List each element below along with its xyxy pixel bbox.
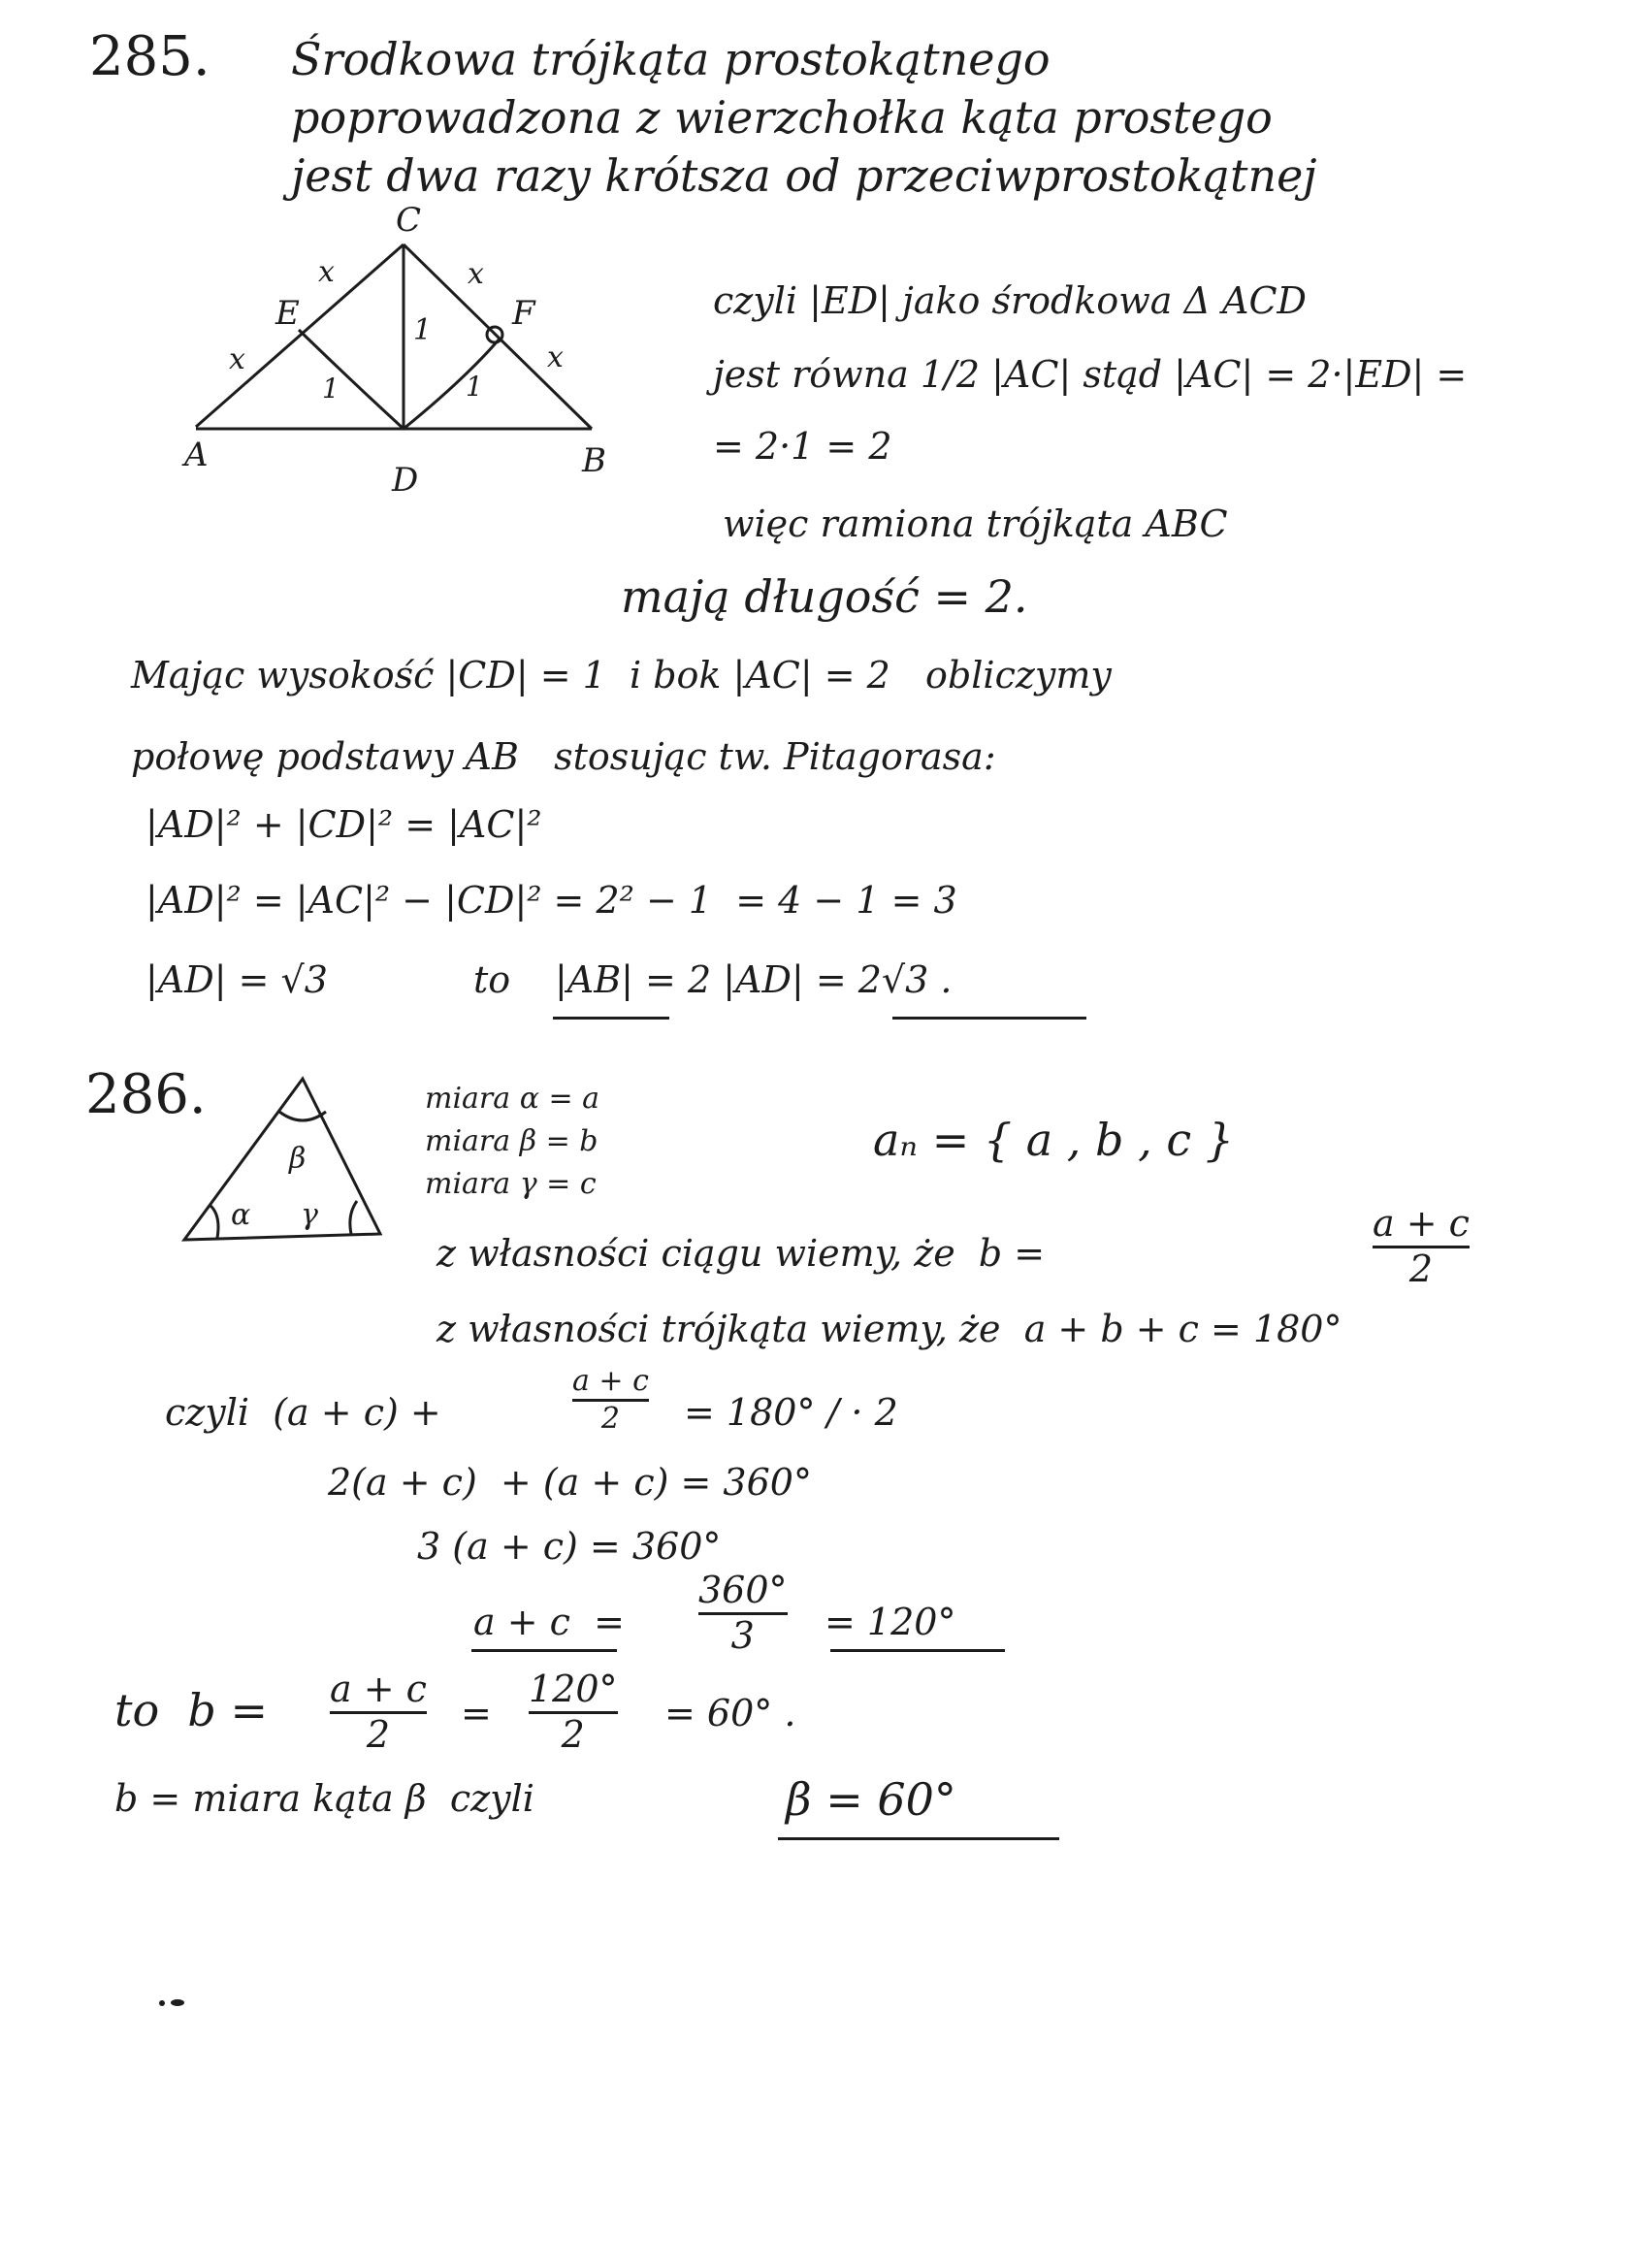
- fraction-numerator: a + c: [330, 1668, 427, 1710]
- mark-x-ae: x: [229, 342, 245, 376]
- def-alpha: miara α = a: [425, 1082, 600, 1116]
- fraction-denominator: 2: [561, 1712, 585, 1756]
- angle-arc-alpha: [210, 1205, 218, 1238]
- ink-dot-1: [159, 2000, 165, 2006]
- note-line-1: czyli |ED| jako środkowa Δ ACD: [713, 279, 1308, 322]
- heading-line-3: jest dwa razy krótsza od przeciwprostokątnej: [291, 149, 1317, 202]
- fraction-ac-over-2-c: [330, 1670, 427, 1755]
- eq5-right: = 60° .: [664, 1692, 796, 1734]
- eq3: 3 (a + c) = 360°: [417, 1525, 722, 1568]
- segment-df: [404, 338, 501, 429]
- vertex-c-label: C: [396, 204, 422, 240]
- underline-answer-285: [892, 1017, 1086, 1020]
- mark-x-ec: x: [318, 255, 335, 289]
- note-line-5: mają długość = 2.: [621, 570, 1028, 623]
- triangle-figure-285: [175, 204, 630, 504]
- fraction-denominator: 2: [366, 1712, 391, 1756]
- mark-one-cd: 1: [413, 313, 433, 347]
- line-triangle-property: z własności trójkąta wiemy, że a + b + c = 180°: [436, 1308, 1342, 1350]
- vertex-f-label: F: [512, 294, 535, 333]
- angle-alpha-label: α: [231, 1198, 251, 1232]
- angle-gamma-label: γ: [301, 1198, 318, 1232]
- segment-ed: [299, 330, 404, 429]
- underline-120: [830, 1649, 1005, 1652]
- fraction-denominator: 2: [1408, 1247, 1434, 1290]
- result-ad: |AD| = √3: [146, 958, 328, 1001]
- body-line-2: połowę podstawy AB stosując tw. Pitagorasa:: [131, 735, 996, 778]
- line-sequence-property: z własności ciągu wiemy, że b =: [436, 1232, 1046, 1275]
- vertex-b-label: B: [582, 441, 606, 480]
- mark-one-ed: 1: [322, 373, 340, 405]
- fraction-numerator: a + c: [572, 1364, 649, 1398]
- mark-x-cf: x: [468, 257, 484, 291]
- fraction-ac-over-2-b: [572, 1366, 649, 1434]
- mark-one-df: 1: [466, 371, 483, 403]
- heading-line-2: poprowadzona z wierzchołka kąta prostego: [291, 91, 1273, 144]
- final-answer-286: β = 60°: [786, 1773, 956, 1826]
- vertex-a-label: A: [184, 436, 209, 474]
- eq1-left: czyli (a + c) +: [165, 1391, 441, 1434]
- problem-number-285: 285.: [89, 25, 210, 88]
- underline-a-plus-c: [471, 1649, 617, 1652]
- result-ab: |AB| = 2 |AD| = 2√3 .: [555, 958, 953, 1001]
- ink-dot-2: [171, 1999, 184, 2006]
- fraction-denominator: 2: [600, 1401, 620, 1436]
- fraction-120-over-2: [529, 1670, 618, 1755]
- angle-arc-gamma: [350, 1201, 357, 1234]
- triangle-figure-286: [175, 1067, 398, 1251]
- sequence-def: aₙ = { a , b , c }: [873, 1114, 1234, 1166]
- fraction-ac-over-2-a: [1373, 1202, 1470, 1290]
- side-cb: [404, 244, 592, 429]
- fraction-denominator: 3: [730, 1613, 755, 1657]
- eq1-right: = 180° / · 2: [684, 1391, 898, 1434]
- body-line-4: |AD|² = |AC|² − |CD|² = 2² − 1 = 4 − 1 = 3: [146, 879, 957, 922]
- fraction-numerator: 120°: [529, 1668, 618, 1710]
- eq5-mid: =: [461, 1692, 492, 1734]
- fraction-numerator: 360°: [698, 1569, 788, 1611]
- eq4-right: = 120°: [824, 1601, 956, 1643]
- vertex-d-label: D: [392, 461, 419, 500]
- eq5-left: to b =: [114, 1684, 269, 1736]
- body-line-1: Mając wysokość |CD| = 1 i bok |AC| = 2 obliczymy: [131, 654, 1112, 697]
- angle-beta-label: β: [289, 1142, 307, 1176]
- heading-line-1: Środkowa trójkąta prostokątnego: [291, 33, 1051, 85]
- underline-ab: [553, 1017, 669, 1020]
- body-line-3: |AD|² + |CD|² = |AC|²: [146, 803, 542, 846]
- eq2: 2(a + c) + (a + c) = 360°: [328, 1461, 812, 1504]
- def-gamma: miara γ = c: [425, 1167, 597, 1201]
- final-line-left: b = miara kąta β czyli: [114, 1777, 534, 1820]
- fraction-numerator: a + c: [1373, 1202, 1470, 1245]
- def-beta: miara β = b: [425, 1124, 598, 1158]
- problem-number-286: 286.: [85, 1063, 207, 1126]
- result-to: to: [473, 958, 511, 1001]
- underline-answer-286: [778, 1837, 1059, 1840]
- note-line-4: więc ramiona trójkąta ABC: [723, 502, 1228, 545]
- note-line-3: = 2·1 = 2: [713, 425, 892, 468]
- note-line-2: jest równa 1/2 |AC| stąd |AC| = 2·|ED| =: [713, 353, 1468, 396]
- fraction-360-over-3: [698, 1571, 788, 1656]
- vertex-e-label: E: [275, 294, 300, 333]
- mark-x-fb: x: [547, 340, 564, 374]
- eq4-left: a + c =: [473, 1601, 625, 1643]
